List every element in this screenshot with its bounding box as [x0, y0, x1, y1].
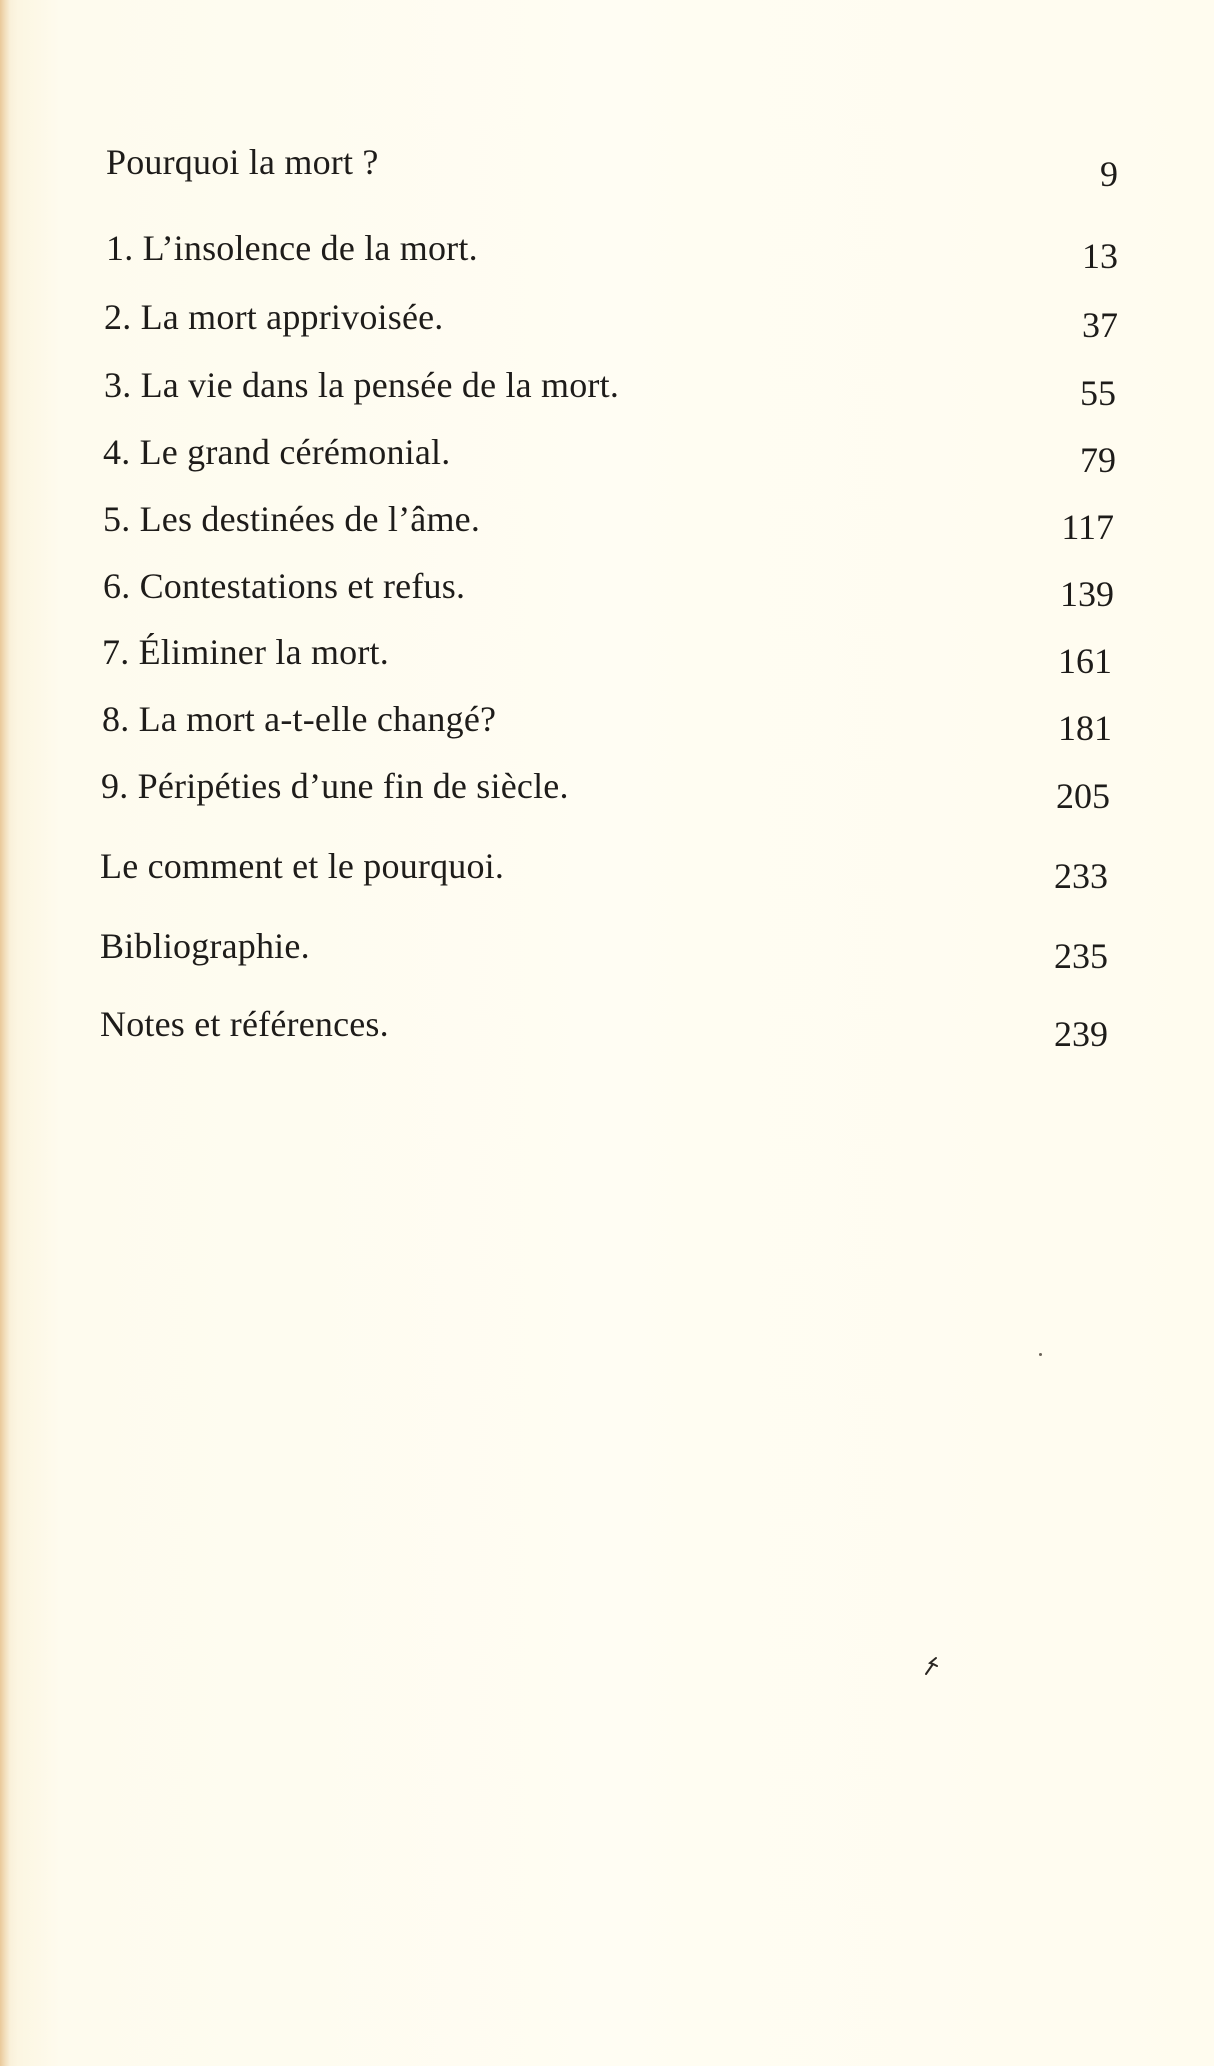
- toc-entry-title: 2. La mort apprivoisée.: [104, 297, 444, 337]
- toc-entry-page: 205: [1056, 776, 1110, 816]
- toc-entry-chapter-5: [0, 497, 1214, 547]
- toc-entry-title: Notes et références.: [100, 1004, 389, 1044]
- toc-entry-title: 5. Les destinées de l’âme.: [103, 499, 481, 539]
- toc-entry-page: 13: [1082, 236, 1118, 276]
- toc-entry-title: 3. La vie dans la pensée de la mort.: [104, 365, 620, 405]
- toc-entry-intro: [0, 140, 1214, 194]
- toc-entry-page: 235: [1054, 936, 1108, 976]
- toc-entry-chapter-3: [0, 363, 1214, 413]
- toc-entry-chapter-9: [0, 764, 1214, 814]
- toc-entry-page: 55: [1080, 373, 1116, 413]
- toc-entry-chapter-8: [0, 697, 1214, 747]
- toc-entry-page: 233: [1054, 856, 1108, 896]
- toc-entry-title: 7. Éliminer la mort.: [102, 632, 389, 672]
- paper-speck: [1039, 1353, 1042, 1356]
- toc-entry-title: Pourquoi la mort ?: [106, 142, 379, 182]
- toc-entry-page: 181: [1058, 708, 1112, 748]
- toc-entry-chapter-6: [0, 564, 1214, 614]
- toc-entry-title: Bibliographie.: [100, 926, 310, 966]
- toc-entry-chapter-7: [0, 630, 1214, 680]
- toc-entry-chapter-1: [0, 226, 1214, 276]
- toc-entry-title: 4. Le grand cérémonial.: [103, 432, 451, 472]
- ink-mark-icon: [924, 1656, 942, 1676]
- toc-entry-title: 8. La mort a-t-elle changé?: [102, 699, 497, 739]
- toc-entry-title: 6. Contestations et refus.: [103, 566, 466, 606]
- toc-entry-page: 37: [1082, 305, 1118, 345]
- toc-entry-page: 117: [1061, 507, 1114, 547]
- toc-entry-conclusion: [0, 844, 1214, 894]
- toc-entry-page: 161: [1058, 641, 1112, 681]
- toc-entry-bibliography: [0, 924, 1214, 974]
- toc-entry-title: 1. L’insolence de la mort.: [106, 228, 478, 268]
- toc-entry-page: 9: [1100, 154, 1118, 194]
- toc-entry-page: 139: [1060, 574, 1114, 614]
- toc-entry-notes: [0, 1002, 1214, 1052]
- toc-entry-title: 9. Péripéties d’une fin de siècle.: [101, 766, 569, 806]
- toc-entry-chapter-2: [0, 295, 1214, 345]
- toc-entry-page: 79: [1080, 440, 1116, 480]
- toc-entry-page: 239: [1054, 1014, 1108, 1054]
- toc-entry-title: Le comment et le pourquoi.: [100, 846, 505, 886]
- toc-entry-chapter-4: [0, 430, 1214, 480]
